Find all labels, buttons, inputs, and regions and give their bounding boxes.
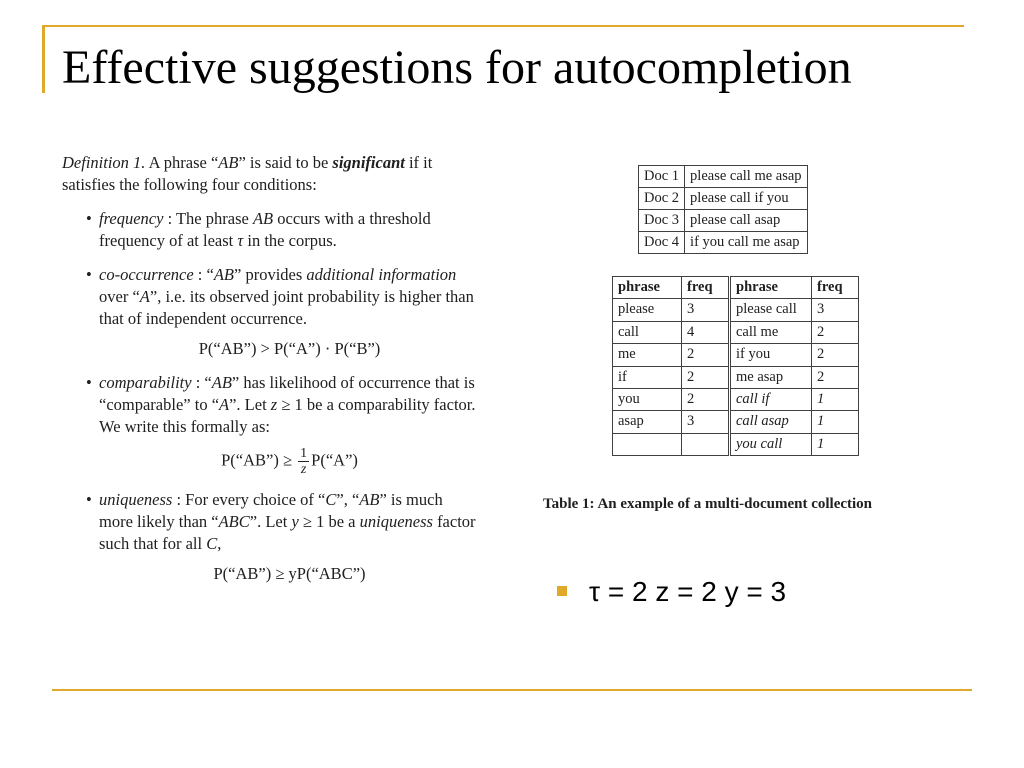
- table-row: call 4 call me 2: [613, 321, 859, 343]
- formula-uniqueness: P(“AB”) ≥ yP(“ABC”): [213, 564, 366, 583]
- freq-table: [612, 276, 859, 456]
- slide-title: Effective suggestions for autocompletion: [62, 41, 852, 94]
- table-row: me 2 if you 2: [613, 344, 859, 366]
- formula-co-occurrence: P(“AB”) > P(“A”) · P(“B”): [198, 339, 381, 358]
- doc-table: [638, 165, 808, 254]
- condition-frequency: • frequency : The phrase AB occurs with a threshold frequency of at least τ in the corpus.: [86, 209, 431, 250]
- table-row: Doc 3 please call asap: [639, 210, 808, 232]
- table-header-row: phrase freq phrase freq: [613, 277, 859, 299]
- formula-comparability: P(“AB”) ≥ $\frac{1}{z}$ P(“A”): [221, 446, 358, 477]
- table-row: please 3 please call 3: [613, 299, 859, 321]
- fraction: $\frac{1}{z}$: [300, 446, 308, 477]
- table-row: Doc 2 please call if you: [639, 188, 808, 210]
- table-row: Doc 1 please call me asap: [639, 166, 808, 188]
- table-row: you 2 call if 1: [613, 389, 859, 411]
- parameter-text: τ = 2 z = 2 y = 3: [589, 576, 787, 607]
- frame-top-rule: [44, 25, 964, 27]
- table-caption: Table 1: An example of a multi-document collection: [543, 496, 873, 512]
- table-row: you call 1: [613, 433, 859, 455]
- frame-bottom-rule: [52, 689, 972, 691]
- table-row: Doc 4 if you call me asap: [639, 232, 808, 254]
- bullet-dot-icon: •: [86, 373, 92, 392]
- bullet-dot-icon: •: [86, 265, 92, 284]
- definition-intro: Definition 1. A phrase “AB” is said to be significant if it satisfies the following four conditions:: [62, 153, 433, 194]
- bullet-dot-icon: •: [86, 490, 92, 509]
- condition-uniqueness: • uniqueness : For every choice of “C”, “AB” is much more likely than “ABC”. Let y ≥ 1 be a uniqueness factor such that for all C, P(“AB”) ≥ yP(“ABC”): [62, 489, 480, 585]
- frame-left-rule: [42, 25, 45, 93]
- bullet-dot-icon: •: [86, 209, 92, 228]
- parameter-bullet: [557, 575, 786, 609]
- definition-block: [62, 152, 480, 591]
- table-row: asap 3 call asap 1: [613, 411, 859, 433]
- square-bullet-icon: [557, 586, 567, 596]
- condition-comparability: • comparability : “AB” has likelihood of occurrence that is “comparable” to “A”. Let z ≥ 1 be a comparability factor. We write this formally as: P(“AB”) ≥ $\frac{1}{z}$ P(“A”): [62, 372, 480, 477]
- table-row: if 2 me asap 2: [613, 366, 859, 388]
- condition-co-occurrence: • co-occurrence : “AB” provides additional information over “A”, i.e. its observed joint probability is higher than that of independent occurrence. P(“AB”) > P(“A”) · P(“B”): [62, 264, 480, 360]
